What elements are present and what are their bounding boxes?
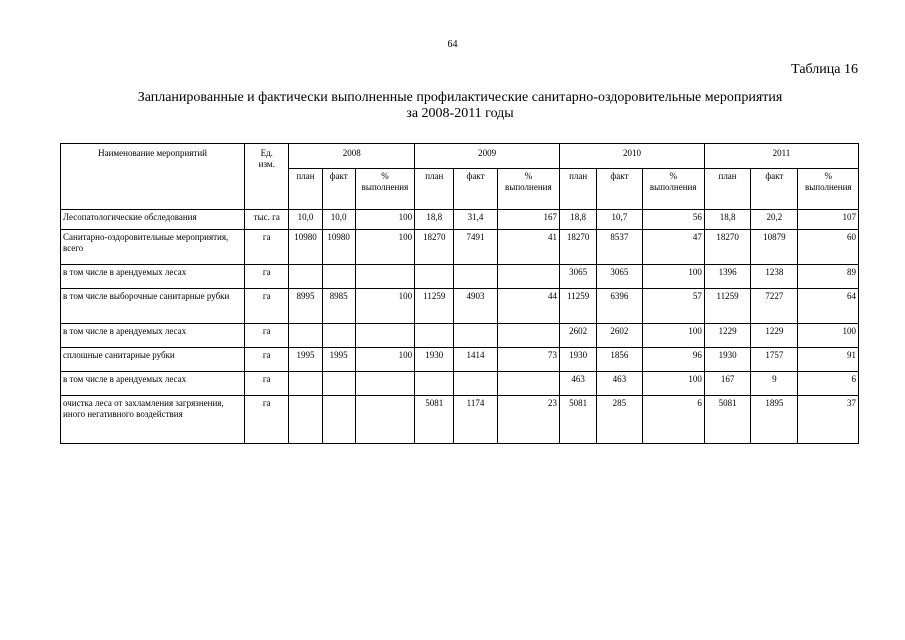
cell-pct-2008: 100: [355, 289, 414, 324]
cell-fact-2010: 10,7: [597, 210, 642, 230]
cell-fact-2010: 6396: [597, 289, 642, 324]
row-unit: га: [245, 348, 289, 372]
cell-fact-2009: 4903: [454, 289, 497, 324]
row-unit: га: [245, 289, 289, 324]
activities-table: [60, 143, 859, 444]
header-pct-label: выполнения: [505, 182, 552, 192]
cell-plan-2008: [289, 265, 322, 289]
header-plan-2008: план: [289, 169, 322, 210]
cell-pct-2008: [355, 396, 414, 444]
row-activity-name: в том числе выборочные санитарные рубки: [61, 289, 245, 324]
header-year-2011: 2011: [704, 144, 858, 169]
cell-pct-2008: [355, 324, 414, 348]
header-pct-label: выполнения: [804, 182, 852, 192]
header-pct-2011: [798, 169, 859, 210]
cell-fact-2009: 1174: [454, 396, 497, 444]
cell-plan-2009: 5081: [415, 396, 454, 444]
header-plan-2011: план: [704, 169, 750, 210]
cell-pct-2009: 23: [497, 396, 559, 444]
row-unit: га: [245, 372, 289, 396]
cell-plan-2009: 18270: [415, 230, 454, 265]
row-unit: тыс. га: [245, 210, 289, 230]
page-number: 64: [447, 39, 458, 50]
header-pct-2010: [642, 169, 704, 210]
table-row: [61, 396, 859, 444]
row-activity-name: Санитарно-оздоровительные мероприятия, всего: [61, 230, 245, 265]
cell-plan-2008: [289, 396, 322, 444]
cell-plan-2010: 11259: [560, 289, 597, 324]
cell-plan-2008: 1995: [289, 348, 322, 372]
cell-plan-2008: [289, 372, 322, 396]
cell-fact-2011: 9: [751, 372, 798, 396]
table-body: [61, 210, 859, 444]
cell-fact-2010: 463: [597, 372, 642, 396]
cell-fact-2009: [454, 372, 497, 396]
header-plan-2010: план: [560, 169, 597, 210]
row-activity-name: сплошные санитарные рубки: [61, 348, 245, 372]
header-pct-symbol: %: [381, 171, 389, 181]
cell-fact-2011: 10879: [751, 230, 798, 265]
cell-pct-2009: 167: [497, 210, 559, 230]
table-label: Таблица 16: [791, 62, 858, 77]
cell-fact-2009: 7491: [454, 230, 497, 265]
row-unit: га: [245, 265, 289, 289]
row-unit: га: [245, 230, 289, 265]
header-row-years: [61, 144, 859, 169]
cell-plan-2008: 10,0: [289, 210, 322, 230]
table-title-line-1: Запланированные и фактически выполненные профилактические санитарно-оздоровительные мероприятия: [137, 90, 783, 105]
cell-pct-2011: 100: [798, 324, 859, 348]
header-pct-symbol: %: [824, 171, 832, 181]
header-fact-2008: факт: [322, 169, 355, 210]
header-pct-label: выполнения: [361, 182, 409, 192]
cell-plan-2008: 8995: [289, 289, 322, 324]
header-fact-2011: факт: [751, 169, 798, 210]
header-pct-2008: [355, 169, 414, 210]
cell-fact-2008: [322, 265, 355, 289]
cell-plan-2009: 1930: [415, 348, 454, 372]
cell-pct-2009: [497, 265, 559, 289]
row-activity-name: в том числе в арендуемых лесах: [61, 372, 245, 396]
row-activity-name: Лесопатологические обследования: [61, 210, 245, 230]
cell-pct-2011: 60: [798, 230, 859, 265]
cell-fact-2010: 285: [597, 396, 642, 444]
cell-plan-2011: 1930: [704, 348, 750, 372]
header-unit-line-2: изм.: [258, 159, 275, 169]
cell-plan-2010: 18270: [560, 230, 597, 265]
cell-plan-2009: 11259: [415, 289, 454, 324]
cell-pct-2011: 64: [798, 289, 859, 324]
cell-fact-2008: 10980: [322, 230, 355, 265]
table-row: [61, 265, 859, 289]
cell-fact-2011: 20,2: [751, 210, 798, 230]
header-pct-2009: [497, 169, 559, 210]
cell-plan-2010: 1930: [560, 348, 597, 372]
cell-fact-2010: 1856: [597, 348, 642, 372]
cell-pct-2010: 47: [642, 230, 704, 265]
table-row: [61, 324, 859, 348]
cell-fact-2008: [322, 396, 355, 444]
cell-plan-2008: 10980: [289, 230, 322, 265]
cell-plan-2009: 18,8: [415, 210, 454, 230]
cell-fact-2010: 2602: [597, 324, 642, 348]
cell-plan-2011: 1229: [704, 324, 750, 348]
cell-plan-2011: 167: [704, 372, 750, 396]
cell-pct-2010: 6: [642, 396, 704, 444]
cell-pct-2008: [355, 265, 414, 289]
cell-fact-2009: [454, 265, 497, 289]
cell-pct-2008: 100: [355, 348, 414, 372]
cell-pct-2010: 56: [642, 210, 704, 230]
cell-pct-2008: [355, 372, 414, 396]
cell-fact-2011: 1229: [751, 324, 798, 348]
cell-plan-2011: 18,8: [704, 210, 750, 230]
cell-fact-2011: 7227: [751, 289, 798, 324]
cell-pct-2009: [497, 324, 559, 348]
cell-fact-2009: 31,4: [454, 210, 497, 230]
header-year-2008: 2008: [289, 144, 415, 169]
cell-plan-2010: 5081: [560, 396, 597, 444]
cell-pct-2011: 37: [798, 396, 859, 444]
cell-fact-2008: 10,0: [322, 210, 355, 230]
cell-plan-2011: 1396: [704, 265, 750, 289]
cell-fact-2010: 8537: [597, 230, 642, 265]
row-activity-name: в том числе в арендуемых лесах: [61, 324, 245, 348]
table-row: [61, 210, 859, 230]
cell-pct-2010: 100: [642, 324, 704, 348]
cell-fact-2008: 1995: [322, 348, 355, 372]
header-plan-2009: план: [415, 169, 454, 210]
cell-pct-2010: 100: [642, 265, 704, 289]
cell-pct-2008: 100: [355, 210, 414, 230]
header-pct-symbol: %: [524, 171, 533, 181]
cell-pct-2008: 100: [355, 230, 414, 265]
cell-plan-2011: 5081: [704, 396, 750, 444]
cell-pct-2009: 44: [497, 289, 559, 324]
cell-pct-2011: 89: [798, 265, 859, 289]
cell-pct-2009: 41: [497, 230, 559, 265]
cell-pct-2011: 91: [798, 348, 859, 372]
header-pct-label: выполнения: [649, 182, 697, 192]
cell-plan-2009: [415, 324, 454, 348]
cell-pct-2011: 6: [798, 372, 859, 396]
row-activity-name: очистка леса от захламления загрязнения, иного негативного воздействия: [61, 396, 245, 444]
header-year-2010: 2010: [560, 144, 705, 169]
cell-plan-2008: [289, 324, 322, 348]
cell-pct-2010: 96: [642, 348, 704, 372]
cell-plan-2009: [415, 372, 454, 396]
row-activity-name: в том числе в арендуемых лесах: [61, 265, 245, 289]
cell-plan-2010: 3065: [560, 265, 597, 289]
cell-fact-2008: [322, 324, 355, 348]
cell-pct-2010: 57: [642, 289, 704, 324]
row-unit: га: [245, 324, 289, 348]
cell-plan-2011: 11259: [704, 289, 750, 324]
cell-plan-2010: 2602: [560, 324, 597, 348]
header-fact-2009: факт: [454, 169, 497, 210]
header-fact-2010: факт: [597, 169, 642, 210]
header-year-2009: 2009: [415, 144, 560, 169]
cell-pct-2010: 100: [642, 372, 704, 396]
cell-pct-2009: 73: [497, 348, 559, 372]
cell-fact-2010: 3065: [597, 265, 642, 289]
cell-fact-2011: 1238: [751, 265, 798, 289]
table-title-line-2: за 2008-2011 годы: [406, 106, 514, 121]
header-unit-line-1: Ед.: [260, 148, 273, 158]
cell-pct-2009: [497, 372, 559, 396]
cell-plan-2011: 18270: [704, 230, 750, 265]
cell-plan-2009: [415, 265, 454, 289]
cell-fact-2011: 1895: [751, 396, 798, 444]
cell-fact-2008: [322, 372, 355, 396]
row-unit: га: [245, 396, 289, 444]
table-row: [61, 230, 859, 265]
header-name: Наименование мероприятий: [61, 144, 245, 210]
cell-fact-2009: [454, 324, 497, 348]
table-row: [61, 372, 859, 396]
cell-fact-2008: 8985: [322, 289, 355, 324]
table-row: [61, 289, 859, 324]
cell-fact-2011: 1757: [751, 348, 798, 372]
header-unit: [245, 144, 289, 210]
cell-plan-2010: 18,8: [560, 210, 597, 230]
cell-plan-2010: 463: [560, 372, 597, 396]
table-title: [60, 90, 860, 122]
cell-fact-2009: 1414: [454, 348, 497, 372]
cell-pct-2011: 107: [798, 210, 859, 230]
table-row: [61, 348, 859, 372]
header-pct-symbol: %: [669, 171, 677, 181]
